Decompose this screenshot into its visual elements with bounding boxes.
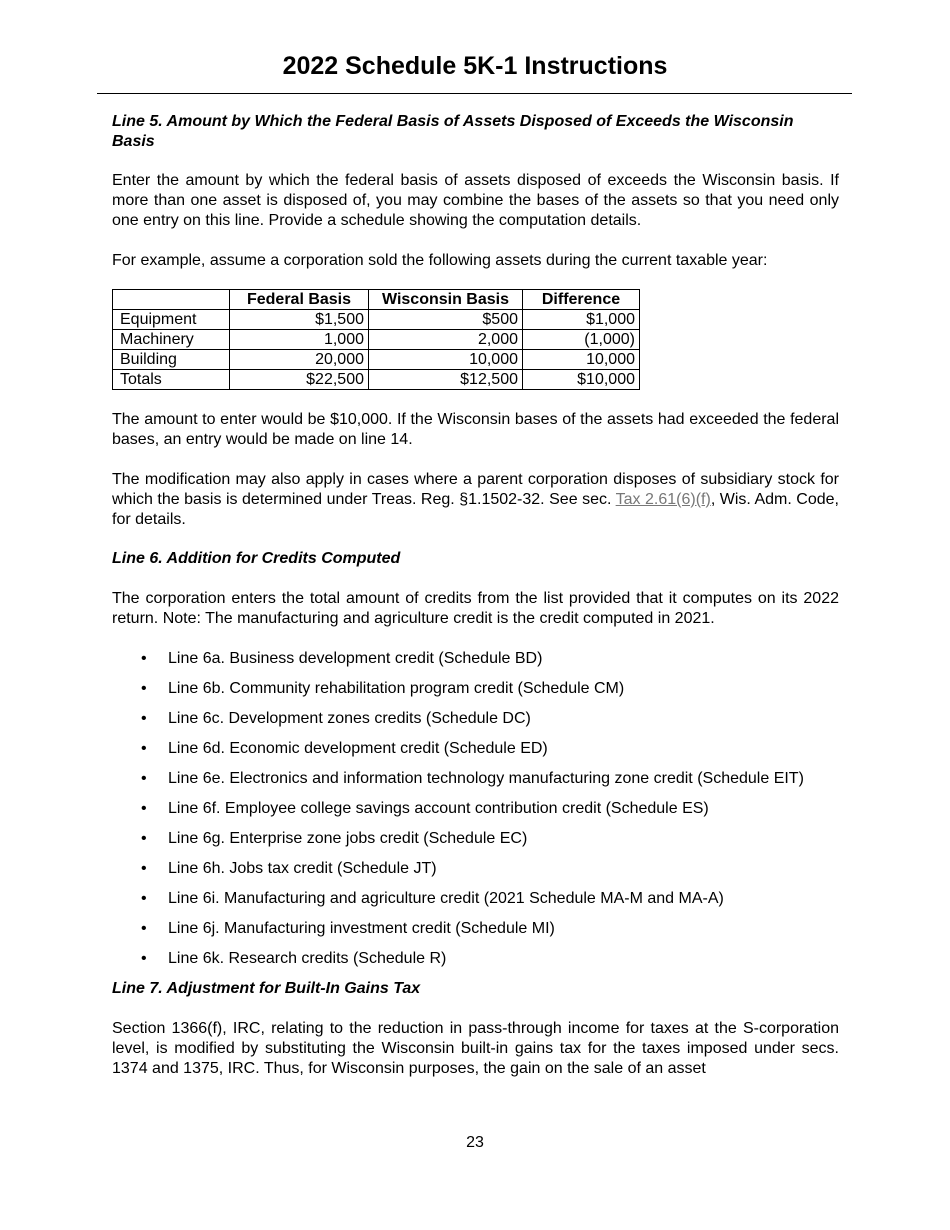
list-item: • Line 6d. Economic development credit (Schedule ED) bbox=[112, 739, 839, 759]
list-item: • Line 6k. Research credits (Schedule R) bbox=[112, 949, 839, 969]
table-cell: $500 bbox=[369, 310, 523, 330]
list-item: • Line 6a. Business development credit (Schedule BD) bbox=[112, 649, 839, 669]
line5-paragraph-1: Enter the amount by which the federal basis of assets disposed of exceeds the Wisconsin basis. If more than one asset is disposed of, you may combine the bases of the assets so that you need only one entry on this line. Provide a schedule showing the computation details. bbox=[112, 172, 839, 229]
line6-paragraph-1: The corporation enters the total amount of credits from the list provided that it computes on its 2022 return. Note: The manufacturing and agriculture credit is the credit computed in 2021. bbox=[112, 590, 839, 627]
page-title: 2022 Schedule 5K-1 Instructions bbox=[282, 52, 668, 80]
table-cell: 2,000 bbox=[369, 330, 523, 350]
line7-heading: Line 7. Adjustment for Built-In Gains Tax bbox=[112, 980, 421, 997]
document-body bbox=[112, 112, 839, 1079]
title-divider bbox=[97, 93, 852, 94]
table-cell: Building bbox=[113, 350, 230, 370]
assets-table bbox=[112, 289, 640, 390]
table-row bbox=[113, 370, 640, 390]
table-cell: Equipment bbox=[113, 310, 230, 330]
table-cell: 10,000 bbox=[369, 350, 523, 370]
paragraph-text: , Wis. Adm. Code, for details. bbox=[112, 491, 839, 528]
credits-list bbox=[112, 649, 839, 969]
list-item: • Line 6i. Manufacturing and agriculture credit (2021 Schedule MA-M and MA-A) bbox=[112, 889, 839, 909]
table-row bbox=[113, 330, 640, 350]
line5-paragraph-3: The amount to enter would be $10,000. If the Wisconsin bases of the assets had exceeded the federal bases, an entry would be made on line 14. bbox=[112, 411, 839, 448]
table-cell: 1,000 bbox=[230, 330, 369, 350]
list-item: • Line 6b. Community rehabilitation program credit (Schedule CM) bbox=[112, 679, 839, 699]
table-header-cell: Federal Basis bbox=[230, 290, 369, 310]
table-cell: 20,000 bbox=[230, 350, 369, 370]
list-item: • Line 6c. Development zones credits (Schedule DC) bbox=[112, 709, 839, 729]
table-cell: $1,500 bbox=[230, 310, 369, 330]
table-row bbox=[113, 310, 640, 330]
line5-heading: Line 5. Amount by Which the Federal Basis of Assets Disposed of Exceeds the Wisconsin Basis bbox=[112, 113, 794, 150]
list-item: • Line 6h. Jobs tax credit (Schedule JT) bbox=[112, 859, 839, 879]
line6-heading: Line 6. Addition for Credits Computed bbox=[112, 550, 401, 567]
list-item: • Line 6j. Manufacturing investment credit (Schedule MI) bbox=[112, 919, 839, 939]
list-item: • Line 6e. Electronics and information technology manufacturing zone credit (Schedule EIT) bbox=[112, 769, 839, 789]
tax-code-link[interactable]: Tax 2.61(6)(f) bbox=[615, 491, 711, 508]
table-cell: (1,000) bbox=[523, 330, 640, 350]
line5-paragraph-2: For example, assume a corporation sold the following assets during the current taxable year: bbox=[112, 252, 768, 269]
table-cell: $22,500 bbox=[230, 370, 369, 390]
table-header-cell: Wisconsin Basis bbox=[369, 290, 523, 310]
table-row bbox=[113, 350, 640, 370]
line5-paragraph-4 bbox=[112, 470, 839, 530]
table-header-cell bbox=[113, 290, 230, 310]
table-cell: $1,000 bbox=[523, 310, 640, 330]
table-cell: Machinery bbox=[113, 330, 230, 350]
paragraph-text: The modification may also apply in cases where a parent corporation disposes of subsidiary stock for which the basis is determined under Treas. Reg. §1.1502-32. See sec. bbox=[112, 471, 839, 508]
list-item: • Line 6g. Enterprise zone jobs credit (Schedule EC) bbox=[112, 829, 839, 849]
table-cell: $10,000 bbox=[523, 370, 640, 390]
list-item: • Line 6f. Employee college savings account contribution credit (Schedule ES) bbox=[112, 799, 839, 819]
table-cell: 10,000 bbox=[523, 350, 640, 370]
line7-paragraph-1: Section 1366(f), IRC, relating to the reduction in pass-through income for taxes at the S-corporation level, is modified by substituting the Wisconsin built-in gains tax for the taxes imposed under secs. 1374 and 1375, IRC. Thus, for Wisconsin purposes, the gain on the sale of an asset bbox=[112, 1020, 839, 1077]
table-cell: $12,500 bbox=[369, 370, 523, 390]
page-number: 23 bbox=[466, 1134, 484, 1151]
table-cell: Totals bbox=[113, 370, 230, 390]
table-header-cell: Difference bbox=[523, 290, 640, 310]
table-header-row bbox=[113, 290, 640, 310]
